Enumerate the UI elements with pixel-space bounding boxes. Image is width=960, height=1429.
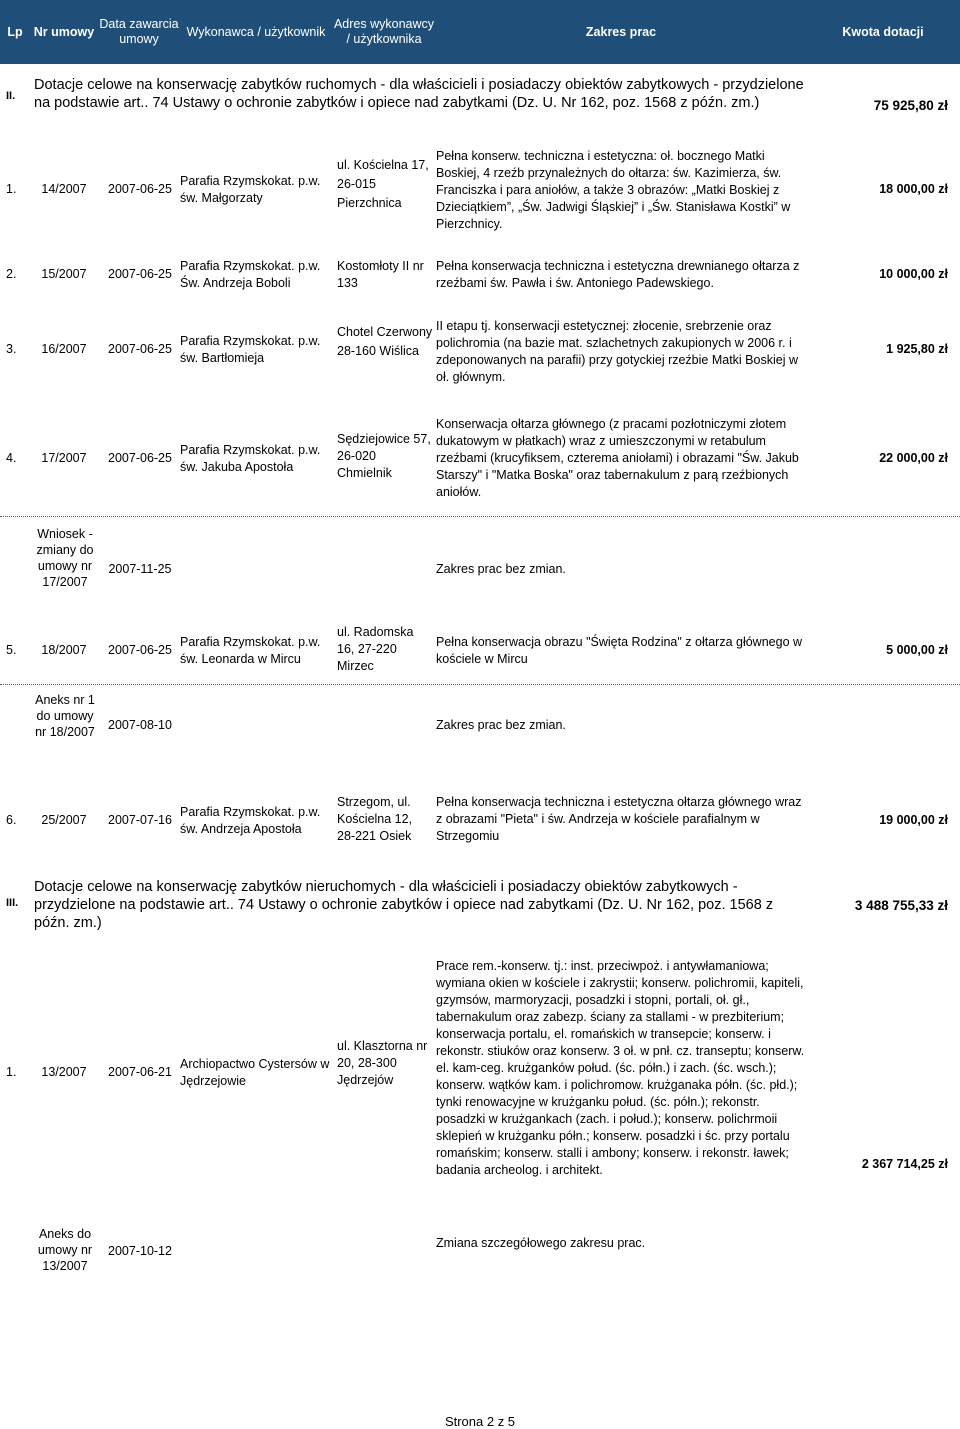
- cell-adres: Sędziejowice 57, 26-020 Chmielnik: [337, 432, 431, 480]
- cell-wykonawca: Parafia Rzymskokat. p.w. św. Jakuba Apostoła: [180, 443, 321, 474]
- table-header: [0, 0, 960, 64]
- cell-wykonawca: Parafia Rzymskokat. p.w. św. Małgorzaty: [180, 174, 321, 205]
- cell-lp: 4.: [6, 451, 17, 465]
- cell-date: 2007-06-25: [108, 342, 172, 356]
- table-row: [0, 256, 960, 296]
- cell-lp: 2.: [6, 267, 17, 281]
- section-ii-header: [0, 72, 960, 128]
- cell-zakres: Pełna konserw. techniczna i estetyczna: oł. bocznego Matki Boskiej, 4 rzeźb przynależnych do ołtarza: św. Kazimierza, św. Franciszka i para aniołów, a także 3 obrazów: „Matki Boskiej z Dzieciątkiem”, „Św. Jadwigi Śląskiej” i „Św. Stanisława Kostki” w Pierzchnicy.: [436, 149, 791, 231]
- cell-wykonawca: Parafia Rzymskokat. p.w. Św. Andrzeja Boboli: [180, 259, 321, 290]
- cell-zakres: Prace rem.-konserw. tj.: inst. przeciwpoż. i antywłamaniowa; wymiana okien w kościele i zakrystii; konserw. polichromii, kapiteli, gzymsów, marmoryzacji, posadzki i stopni, portali, oł. gł., tabernakulum oraz zabezp. ściany za stallami - w prezbiterium; konserwacja portalu, el. romańskich w transepcie; konserw. i rekonstr. stiuków oraz konserw. 3 oł. w pnł. cz. transeptu; konserw. el. kam-ceg. krużganków połud. (śc. półn.) i zach. (śc. wsch.); konserw. wątków kam. i polichromow. krużganaka półn. (śc. płd.); tynki renowacyjne w krużganku połud. (śc. półn.); rekonstr. posadzki w krużgankach (zach. i połud.); konserw. polichrmoii sklepień w krużganku półn.; konserw. posadzki i śc. przy portalu romańskim; konserw. stalli i ambony; konserw. i rekonstr. ławek; badania archeolog. i architekt.: [436, 959, 805, 1177]
- cell-lp: 3.: [6, 342, 17, 356]
- header-zakres: Zakres prac: [585, 24, 657, 39]
- annex-zakres: Zakres prac bez zmian.: [436, 562, 566, 576]
- cell-zakres: II etapu tj. konserwacji estetycznej: złocenie, srebrzenie oraz polichromia (na bazie mat. szlachetnych zakupionych w 2006 r. i zdeponowanych na parafii) przy gotyckiej rzeźbie Matki Boskiej w oł. głównym.: [436, 319, 798, 384]
- cell-nr: 13/2007: [41, 1065, 87, 1079]
- header-nr: Nr umowy: [33, 24, 95, 39]
- cell-adres: ul. Kościelna 17, 26-015 Pierzchnica: [337, 158, 429, 210]
- section-title: Dotacje celowe na konserwację zabytków nieruchomych - dla właścicieli i posiadaczy obiektów zabytkowych - przydzielone na podstawie art.. 74 Ustawy o ochronie zabytków i opiece nad zabytkami (Dz. U. Nr 162, poz. 1568 z późn. zm.): [34, 879, 774, 931]
- annex-label: Aneks do umowy nr 13/2007: [37, 1227, 93, 1273]
- header-adres: Adres wykonawcy / użytkownika: [333, 17, 435, 46]
- cell-wykonawca: Archiopactwo Cystersów w Jędrzejowie: [180, 1057, 330, 1088]
- table-row: [0, 956, 960, 1194]
- section-roman: III.: [6, 897, 19, 909]
- annex-date: 2007-10-12: [108, 1244, 172, 1258]
- cell-adres: Kostomłoty II nr 133: [337, 259, 424, 290]
- table-row: [0, 144, 960, 236]
- cell-kwota: 5 000,00 zł: [886, 643, 948, 657]
- page-number: Strona 2 z 5: [444, 1414, 516, 1429]
- cell-nr: 16/2007: [41, 342, 87, 356]
- cell-wykonawca: Parafia Rzymskokat. p.w. św. Leonarda w Mircu: [180, 635, 321, 666]
- table-row: [0, 414, 960, 504]
- cell-date: 2007-06-21: [108, 1065, 172, 1079]
- cell-wykonawca: Parafia Rzymskokat. p.w. św. Andrzeja Apostoła: [180, 805, 321, 836]
- cell-lp: 1.: [6, 1065, 17, 1079]
- section-amount: 3 488 755,33 zł: [854, 898, 948, 913]
- cell-zakres: Pełna konserwacja obrazu "Święta Rodzina" z ołtarza głównego w kościele w Mircu: [436, 635, 803, 666]
- cell-kwota: 19 000,00 zł: [879, 813, 948, 827]
- cell-kwota: 22 000,00 zł: [879, 451, 948, 465]
- cell-date: 2007-06-25: [108, 182, 172, 196]
- cell-lp: 5.: [6, 643, 17, 657]
- cell-lp: 6.: [6, 813, 17, 827]
- annex-label: Aneks nr 1 do umowy nr 18/2007: [35, 693, 95, 739]
- table-row: [0, 318, 960, 390]
- annex-zakres: Zmiana szczegółowego zakresu prac.: [436, 1236, 646, 1250]
- cell-kwota: 2 367 714,25 zł: [861, 1157, 948, 1171]
- cell-adres: Strzegom, ul. Kościelna 12, 28-221 Osiek: [337, 795, 413, 843]
- table-row: [0, 624, 960, 680]
- section-title: Dotacje celowe na konserwację zabytków ruchomych - dla właścicieli i posiadaczy obiektów zabytkowych - przydzielone na podstawie art.. 74 Ustawy o ochronie zabytków i opiece nad zabytkami (Dz. U. Nr 162, poz. 1568 z późn. zm.): [34, 77, 804, 111]
- row-separator: [0, 684, 960, 685]
- annex-date: 2007-11-25: [108, 562, 172, 576]
- header-lp: Lp: [7, 24, 23, 39]
- annex-date: 2007-08-10: [108, 718, 172, 732]
- cell-nr: 25/2007: [41, 813, 87, 827]
- section-iii-header: [0, 876, 960, 932]
- section-roman: II.: [6, 90, 16, 102]
- header-kwota: Kwota dotacji: [842, 24, 924, 39]
- annex-row: [0, 524, 960, 614]
- cell-lp: 1.: [6, 182, 17, 196]
- cell-date: 2007-06-25: [108, 451, 172, 465]
- table-row: [0, 792, 960, 848]
- cell-adres: Chotel Czerwony 28-160 Wiślica: [337, 325, 433, 358]
- cell-date: 2007-07-16: [108, 813, 172, 827]
- cell-zakres: Konserwacja ołtarza głównego (z pracami pozłotniczymi złotem dukatowym w płatkach) wraz z umieszczonymi w retabulum rzeźbami (krucyfiksem, czterema aniołami) i obrazami "Św. Jakub Starszy" i "Matka Boska" oraz tabernakulum z parą rzeźbionych aniołów.: [436, 417, 799, 499]
- cell-zakres: Pełna konserwacja techniczna i estetyczna ołtarza głównego wraz z obrazami "Pieta" i św. Andrzeja w kościele parafialnym w Strzegomiu: [436, 795, 802, 843]
- annex-row: [0, 1226, 960, 1296]
- row-separator: [0, 516, 960, 517]
- cell-adres: ul. Radomska 16, 27-220 Mirzec: [337, 625, 414, 673]
- cell-zakres: Pełna konserwacja techniczna i estetyczna drewnianego ołtarza z rzeźbami św. Pawła i św. Antoniego Padewskiego.: [436, 259, 800, 290]
- annex-row: [0, 690, 960, 760]
- annex-label: Wniosek - zmiany do umowy nr 17/2007: [36, 527, 94, 589]
- annex-zakres: Zakres prac bez zmian.: [436, 718, 566, 732]
- section-amount: 75 925,80 zł: [873, 98, 948, 113]
- cell-nr: 15/2007: [41, 267, 87, 281]
- cell-nr: 14/2007: [41, 182, 87, 196]
- header-data: Data zawarcia umowy: [99, 17, 179, 46]
- cell-wykonawca: Parafia Rzymskokat. p.w. św. Bartłomieja: [180, 334, 321, 365]
- cell-date: 2007-06-25: [108, 267, 172, 281]
- cell-nr: 17/2007: [41, 451, 87, 465]
- cell-kwota: 18 000,00 zł: [879, 182, 948, 196]
- cell-nr: 18/2007: [41, 643, 87, 657]
- cell-date: 2007-06-25: [108, 643, 172, 657]
- cell-kwota: 1 925,80 zł: [886, 342, 948, 356]
- cell-kwota: 10 000,00 zł: [879, 267, 948, 281]
- cell-adres: ul. Klasztorna nr 20, 28-300 Jędrzejów: [337, 1039, 428, 1087]
- header-wykonawca: Wykonawca / użytkownik: [186, 24, 326, 39]
